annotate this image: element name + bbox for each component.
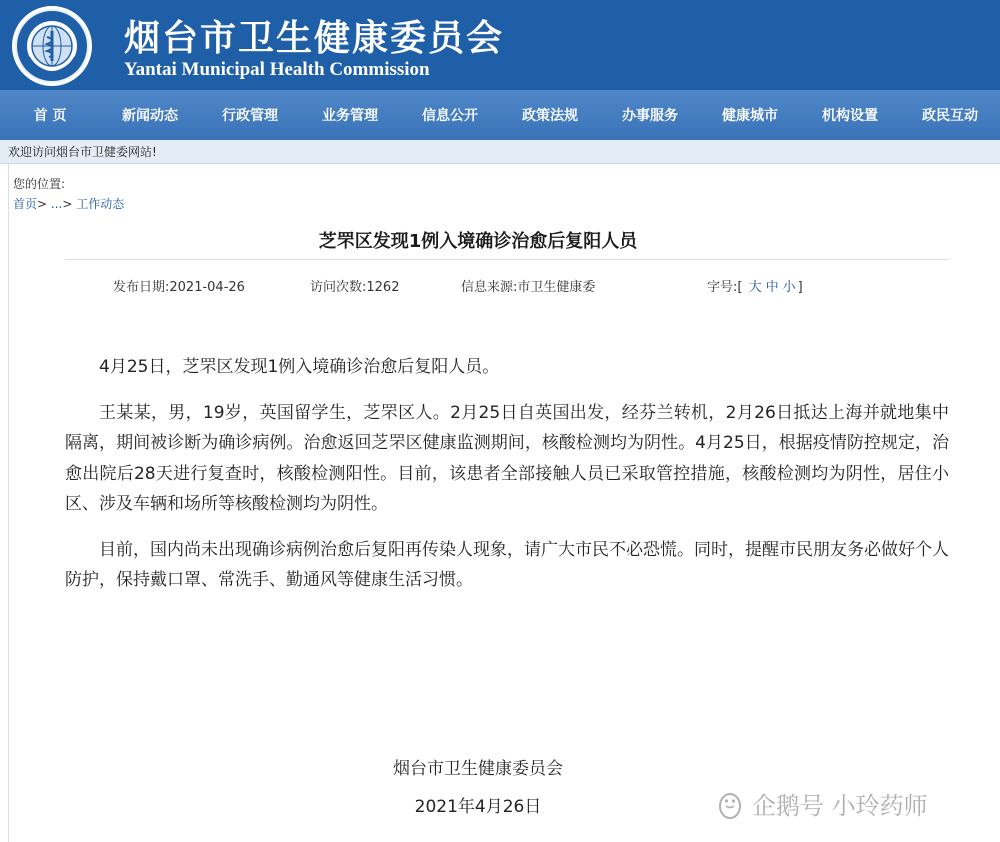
breadcrumb-current-link[interactable]: 工作动态 [76, 197, 125, 211]
site-header [0, 0, 1000, 90]
info-source [461, 276, 595, 295]
penguin-icon [716, 789, 744, 819]
breadcrumb-separator: > [37, 197, 48, 211]
nav-item-business[interactable]: 业务管理 [322, 108, 378, 124]
font-size-switcher [707, 276, 803, 295]
visit-count [310, 276, 399, 295]
health-commission-emblem-icon[interactable] [12, 6, 92, 86]
nav-item-public-info[interactable]: 信息公开 [422, 108, 478, 124]
visit-count-label: 访问次数: [310, 280, 367, 295]
main-nav [0, 90, 1000, 140]
font-size-bracket-open: [ [737, 280, 743, 295]
nav-item-services[interactable]: 办事服务 [622, 108, 678, 124]
nav-item-policies[interactable]: 政策法规 [522, 108, 578, 124]
nav-item-home[interactable]: 首 页 [33, 108, 67, 124]
font-size-small-link[interactable]: 小 [782, 280, 796, 295]
article-paragraph: 目前，国内尚未出现确诊病例治愈后复阳再传染人现象，请广大市民不必恐慌。同时，提醒市民朋友务必做好个人防护，保持戴口罩、常洗手、勤通风等健康生活习惯。 [65, 539, 949, 590]
article-paragraph: 王某某，男，19岁，英国留学生，芝罘区人。2月25日自英国出发，经芬兰转机，2月26日抵达上海并就地集中隔离，期间被诊断为确诊病例。治愈返回芝罘区健康监测期间，核酸检测均为阴性。4月25日，根据疫情防控规定，治愈出院后28天进行复查时，核酸检测阳性。目前，该患者全部接触人员已采取管控措施，核酸检测均为阴性，居住小区、涉及车辆和场所等核酸检测均为阴性。 [65, 402, 949, 514]
publish-date-label: 发布日期: [113, 280, 170, 295]
visit-count-value: 1262 [366, 280, 400, 295]
content-frame [8, 164, 1000, 842]
title-divider [65, 259, 949, 260]
nav-item-news[interactable]: 新闻动态 [122, 108, 178, 124]
nav-item-healthy-city[interactable]: 健康城市 [722, 108, 778, 124]
site-title-cn: 烟台市卫生健康委员会 [124, 17, 505, 59]
article-body [65, 352, 949, 611]
nav-item-interaction[interactable]: 政民互动 [922, 108, 978, 124]
watermark-text: 企鹅号 小玲药师 [752, 792, 928, 820]
breadcrumb [13, 195, 124, 212]
article-paragraph: 4月25日，芝罘区发现1例入境确诊治愈后复阳人员。 [99, 357, 500, 377]
welcome-bar: 欢迎访问烟台市卫健委网站! [0, 140, 1000, 164]
location-label: 您的位置: [13, 177, 66, 191]
breadcrumb-ellipsis-link[interactable]: ... [50, 197, 63, 211]
site-title-en: Yantai Municipal Health Commission [124, 59, 430, 80]
nav-item-organization[interactable]: 机构设置 [822, 108, 878, 124]
signature-organization: 烟台市卫生健康委员会 [393, 759, 563, 779]
font-size-label: 字号: [707, 280, 738, 295]
font-size-medium-link[interactable]: 中 [765, 280, 779, 295]
breadcrumb-home-link[interactable]: 首页 [13, 197, 38, 211]
font-size-large-link[interactable]: 大 [748, 280, 762, 295]
info-source-value: 市卫生健康委 [517, 280, 596, 295]
publish-date-value: 2021-04-26 [169, 280, 245, 295]
publish-date [113, 276, 245, 295]
watermark [716, 786, 928, 821]
signature-date: 2021年4月26日 [414, 797, 542, 817]
info-source-label: 信息来源: [461, 280, 518, 295]
article-title: 芝罘区发现1例入境确诊治愈后复阳人员 [318, 231, 638, 252]
nav-item-administration[interactable]: 行政管理 [222, 108, 278, 124]
breadcrumb-separator: > [62, 197, 73, 211]
font-size-bracket-close: ] [797, 280, 803, 295]
